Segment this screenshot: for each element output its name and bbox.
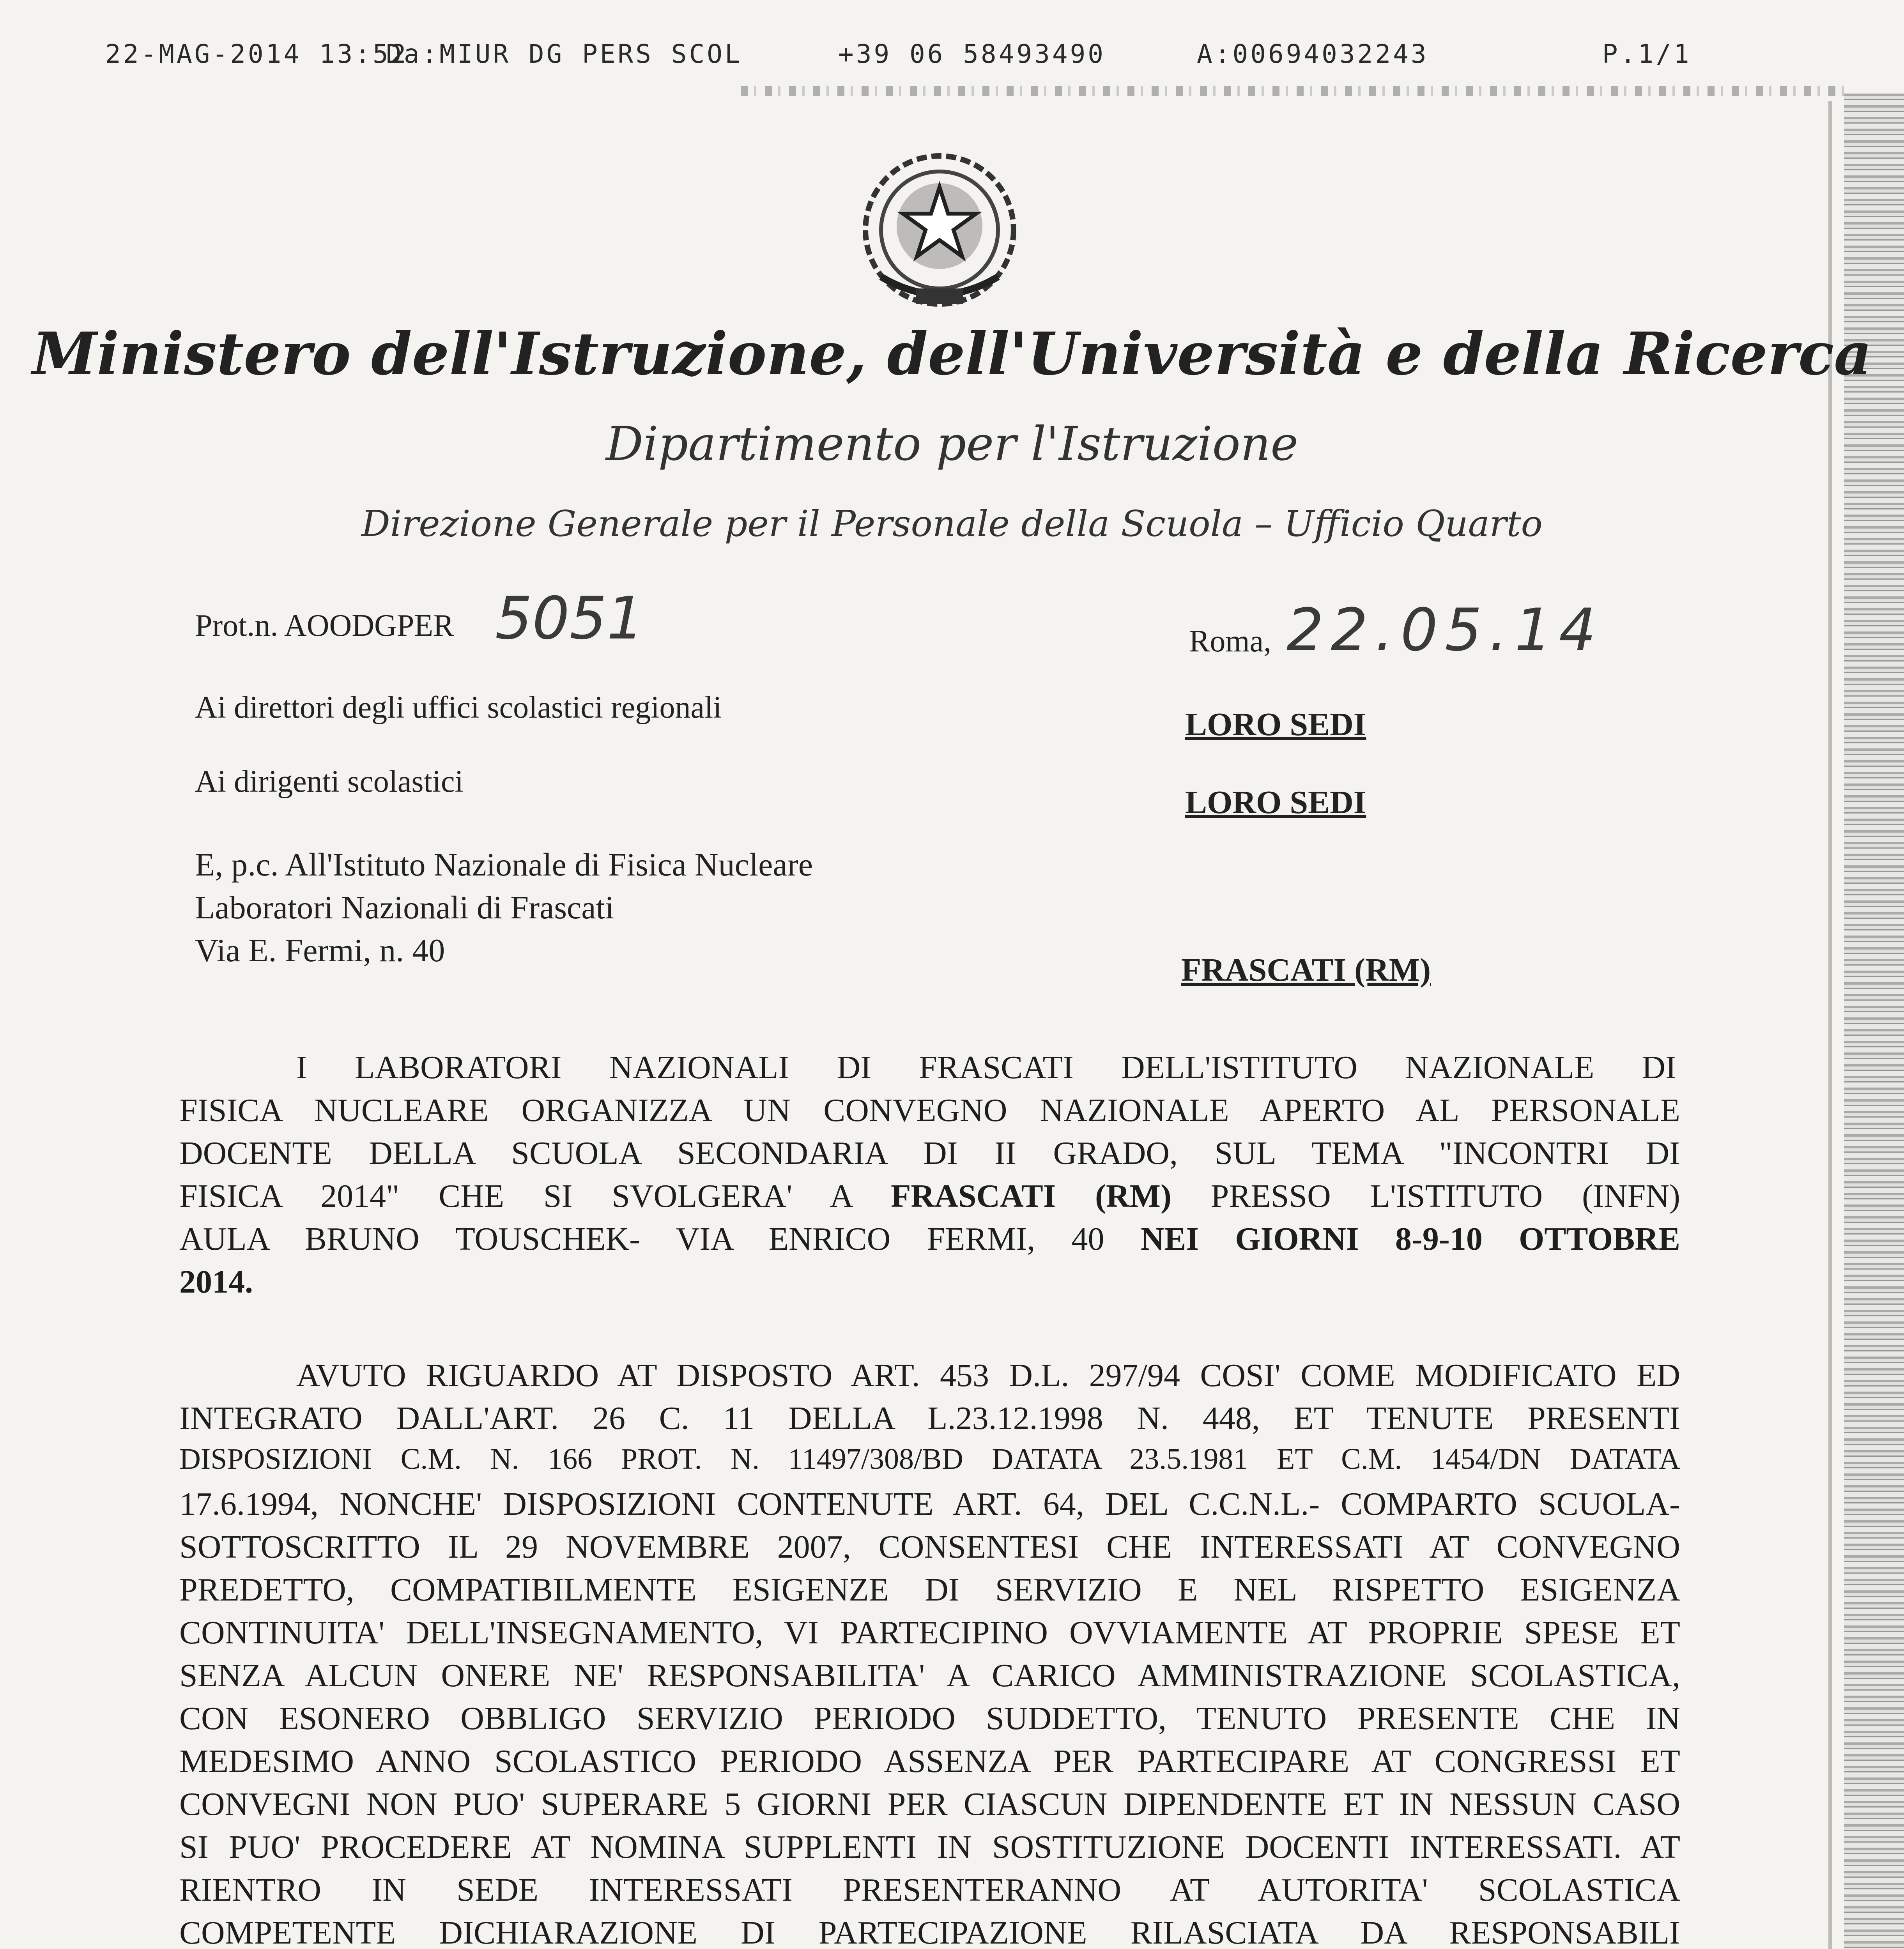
recipient-destination-1: LORO SEDI: [1185, 706, 1366, 743]
fax-page-number: P.1/1: [1602, 39, 1692, 69]
department-title: Dipartimento per l'Istruzione: [605, 417, 1299, 471]
paragraph-2-line: PREDETTO, COMPATIBILMENTE ESIGENZE DI SERVIZIO E NEL RISPETTO ESIGENZA: [179, 1572, 1680, 1608]
fax-sender: Da:MIUR DG PERS SCOL: [386, 39, 743, 69]
event-dates: NEI GIORNI 8-9-10 OTTOBRE: [1140, 1221, 1680, 1257]
event-year: 2014.: [179, 1264, 253, 1300]
paragraph-2-line: 17.6.1994, NONCHE' DISPOSIZIONI CONTENUTE ART. 64, DEL C.C.N.L.- COMPARTO SCUOLA-: [179, 1486, 1680, 1522]
date-label: Roma,: [1189, 624, 1272, 658]
protocol-number: 5051: [495, 585, 644, 653]
paragraph-1-line: FISICA NUCLEARE ORGANIZZA UN CONVEGNO NAZIONALE APERTO AL PERSONALE: [179, 1092, 1680, 1128]
paragraph-1-text: FISICA 2014" CHE SI SVOLGERA' A: [179, 1178, 852, 1214]
fax-datetime: 22-MAG-2014 13:52: [105, 39, 409, 69]
paragraph-1-text: AULA BRUNO TOUSCHEK- VIA ENRICO FERMI, 40: [179, 1221, 1104, 1257]
paragraph-2-line: CON ESONERO OBBLIGO SERVIZIO PERIODO SUDDETTO, TENUTO PRESENTE CHE IN: [179, 1700, 1680, 1737]
paragraph-2-line: AVUTO RIGUARDO AT DISPOSTO ART. 453 D.L. 297/94 COSI' COME MODIFICATO ED: [296, 1357, 1680, 1394]
paragraph-2-line: SI PUO' PROCEDERE AT NOMINA SUPPLENTI IN SOSTITUZIONE DOCENTI INTERESSATI. AT: [179, 1829, 1680, 1865]
paragraph-2-line: SOTTOSCRITTO IL 29 NOVEMBRE 2007, CONSENTESI CHE INTERESSATI AT CONVEGNO: [179, 1529, 1680, 1565]
paragraph-1-line: DOCENTE DELLA SCUOLA SECONDARIA DI II GRADO, SUL TEMA "INCONTRI DI: [179, 1135, 1680, 1171]
scan-noise-top: [741, 86, 1852, 96]
paragraph-1-line: [179, 1220, 1680, 1258]
cc-line-3: Via E. Fermi, n. 40: [195, 932, 445, 969]
recipient-school-heads: Ai dirigenti scolastici: [195, 764, 464, 799]
paragraph-2-line: CONVEGNI NON PUO' SUPERARE 5 GIORNI PER CIASCUN DIPENDENTE ET IN NESSUN CASO: [179, 1786, 1680, 1822]
ministry-title: Ministero dell'Istruzione, dell'Università e della Ricerca: [32, 320, 1872, 388]
paragraph-2-line: MEDESIMO ANNO SCOLASTICO PERIODO ASSENZA PER PARTECIPARE AT CONGRESSI ET: [179, 1743, 1680, 1779]
paragraph-1-text: PRESSO L'ISTITUTO (INFN): [1210, 1178, 1680, 1214]
paragraph-2-line: DISPOSIZIONI C.M. N. 166 PROT. N. 11497/308/BD DATATA 23.5.1981 ET C.M. 1454/DN DATATA: [179, 1443, 1680, 1475]
cc-line-2: Laboratori Nazionali di Frascati: [195, 890, 614, 926]
direction-title: Direzione Generale per il Personale della Scuola – Ufficio Quarto: [361, 503, 1543, 545]
recipient-destination-2: LORO SEDI: [1185, 784, 1366, 821]
event-location: FRASCATI (RM): [891, 1178, 1171, 1214]
paragraph-2-line: RIENTRO IN SEDE INTERESSATI PRESENTERANNO AT AUTORITA' SCOLASTICA: [179, 1872, 1680, 1908]
protocol-label: Prot.n. AOODGPER: [195, 608, 454, 643]
fax-recipient: A:00694032243: [1197, 39, 1429, 69]
italian-republic-emblem-icon: [858, 148, 1021, 320]
paragraph-2-line: SENZA ALCUN ONERE NE' RESPONSABILITA' A CARICO AMMINISTRAZIONE SCOLASTICA,: [179, 1657, 1680, 1694]
paragraph-2-line: COMPETENTE DICHIARAZIONE DI PARTECIPAZIONE RILASCIATA DA RESPONSABILI: [179, 1915, 1680, 1949]
date-value: 22.05.14: [1286, 596, 1603, 664]
fax-phone: +39 06 58493490: [838, 39, 1106, 69]
recipient-regional-offices: Ai direttori degli uffici scolastici regionali: [195, 690, 722, 725]
paragraph-1-line: I LABORATORI NAZIONALI DI FRASCATI DELL'ISTITUTO NAZIONALE DI: [296, 1049, 1676, 1086]
paragraph-2-line: INTEGRATO DALL'ART. 26 C. 11 DELLA L.23.12.1998 N. 448, ET TENUTE PRESENTI: [179, 1400, 1680, 1436]
cc-destination: FRASCATI (RM): [1181, 952, 1431, 988]
cc-line-1: E, p.c. All'Istituto Nazionale di Fisica Nucleare: [195, 847, 813, 883]
paragraph-1-line: [179, 1177, 1680, 1215]
paragraph-2-line: CONTINUITA' DELL'INSEGNAMENTO, VI PARTECIPINO OVVIAMENTE AT PROPRIE SPESE ET: [179, 1615, 1680, 1651]
paragraph-1-line: [179, 1263, 1680, 1301]
